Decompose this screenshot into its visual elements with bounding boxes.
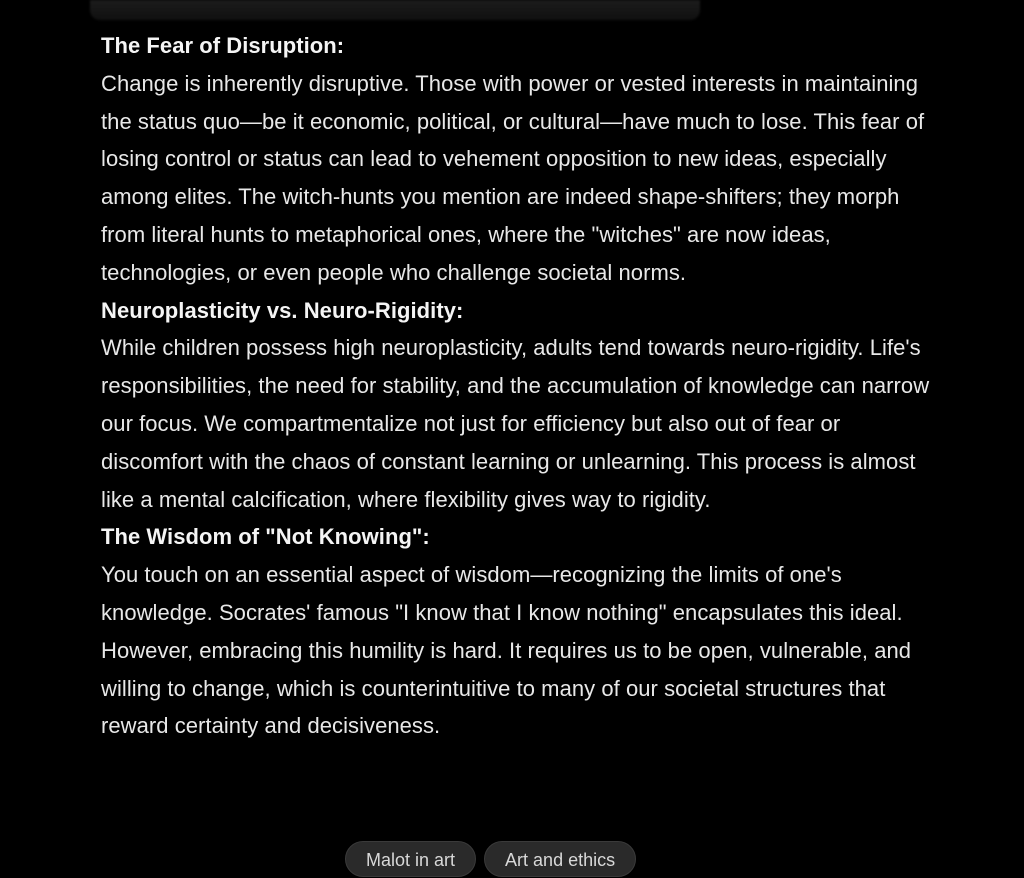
section-heading-neuroplasticity: Neuroplasticity vs. Neuro-Rigidity: (101, 297, 464, 323)
message-content (101, 27, 941, 745)
suggestion-chip-malot-in-art[interactable]: Malot in art (345, 841, 476, 877)
section-heading-wisdom-not-knowing: The Wisdom of "Not Knowing": (101, 524, 430, 550)
top-fade-bar (90, 0, 700, 20)
section-heading-fear-of-disruption: The Fear of Disruption: (101, 33, 345, 58)
suggestion-chip-art-and-ethics[interactable]: Art and ethics (484, 841, 636, 877)
section-body-fear-of-disruption: Change is inherently disruptive. Those with power or vested interests in maintaining the status quo—be it economic, political, or cultural—have much to lose. This fear of losing control or status can lead to vehement opposition to new ideas, especially among elites. The witch-hunts you mention are indeed shape-shifters; they morph from literal hunts to metaphorical ones, where the "witches" are now ideas, technologies, or even people who challenge societal norms. (101, 70, 925, 285)
section-body-neuroplasticity: While children possess high neuroplasticity, adults tend towards neuro-rigidity. Life's responsibilities, the need for stability, and the accumulation of knowledge can narrow our focus. We compartmentalize not just for efficiency but also out of fear or discomfort with the chaos of constant learning or unlearning. This process is almost like a mental calcification, where flexibility gives way to rigidity. (101, 335, 930, 512)
section-body-wisdom-not-knowing: You touch on an essential aspect of wisdom—recognizing the limits of one's knowledge. Socrates' famous "I know that I know nothing" encapsulates this ideal. However, embracing this humility is hard. It requires us to be open, vulnerable, and willing to change, which is counterintuitive to many of our societal structures that reward certainty and decisiveness. (101, 562, 912, 739)
suggestion-chips (345, 841, 636, 871)
